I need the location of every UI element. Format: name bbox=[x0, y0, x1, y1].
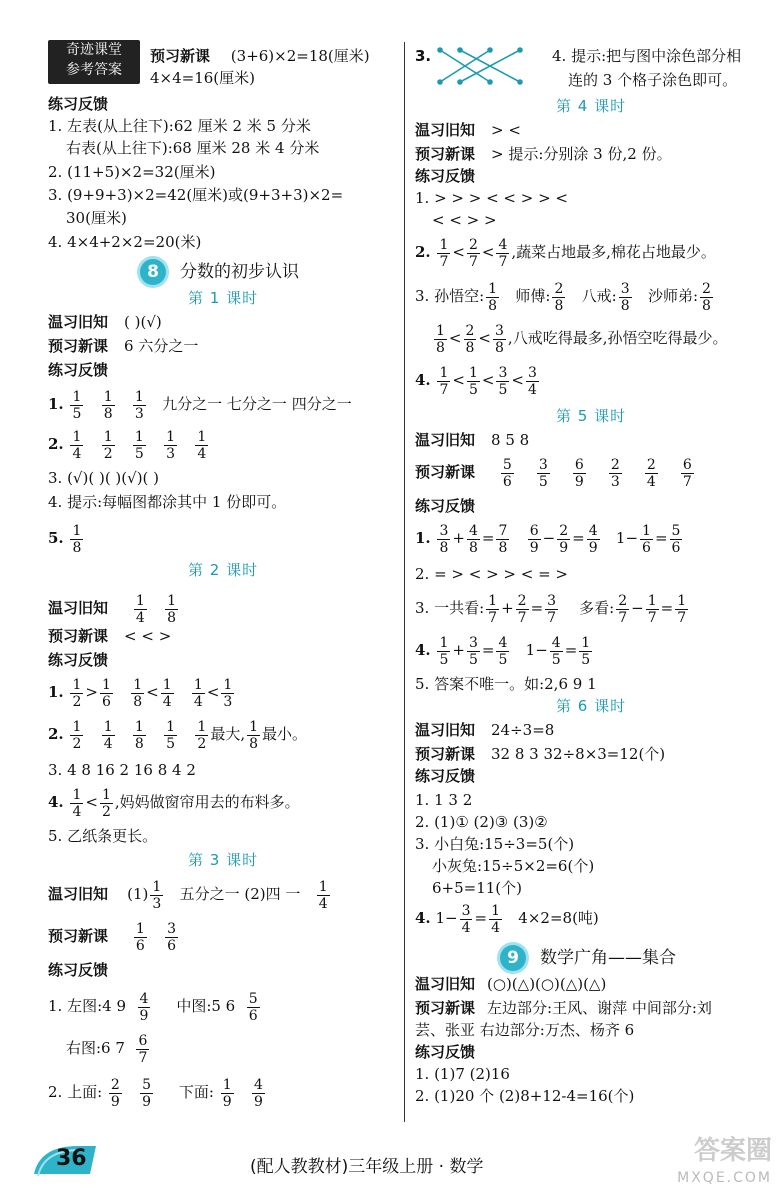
text: 6 六分之一 bbox=[124, 337, 199, 355]
text: 1. 左图:4 9 bbox=[48, 997, 126, 1015]
label-feedback: 练习反馈 bbox=[415, 1043, 476, 1061]
q2-line: 2. $\frac{1}{2}$ $\frac{1}{4}$ $\frac{1}{8}$ $\frac{1}{5}$ $\frac{1}{2}$ 最大, $\frac{1}{8}$ 最小。 bbox=[48, 718, 308, 752]
unit-number-badge: 8 bbox=[140, 259, 166, 285]
text: 32 8 3 32÷8×3=12(个) bbox=[491, 745, 666, 763]
q5-line: 5. $\frac{1}{8}$ bbox=[48, 522, 82, 556]
text: > < bbox=[491, 121, 521, 139]
q3b-line: $\frac{1}{8}$ < $\frac{2}{8}$ < $\frac{3}{8}$ ,八戒吃得最多,孙悟空吃得最少。 bbox=[436, 322, 728, 356]
label-feedback: 练习反馈 bbox=[415, 167, 476, 185]
text: ,妈妈做窗帘用去的布料多。 bbox=[114, 793, 300, 811]
answer-line: 4. 提示:把与图中涂色部分相 bbox=[552, 47, 742, 65]
column-divider bbox=[404, 42, 405, 1122]
text: 2. 上面: bbox=[48, 1083, 103, 1101]
label-review: 温习旧知 bbox=[48, 885, 109, 903]
answer-line: 3. (9+9+3)×2=42(厘米)或(9+3+3)×2= bbox=[48, 186, 344, 204]
label-preview: 预习新课 bbox=[48, 337, 109, 355]
label-feedback: 练习反馈 bbox=[415, 767, 476, 785]
text: 最大, bbox=[210, 725, 246, 743]
page-number: 36 bbox=[56, 1146, 87, 1171]
answer-line: 小灰兔:15÷5×2=6(个) bbox=[432, 857, 595, 875]
text: 八戒: bbox=[581, 287, 617, 305]
unit-8-heading bbox=[140, 258, 299, 286]
q1-line: 1. $\frac{1}{2}$ > $\frac{1}{6}$ $\frac{1}{8}$ < $\frac{1}{4}$ $\frac{1}{4}$ < $\frac{1}{3}$ bbox=[48, 676, 233, 710]
label-feedback: 练习反馈 bbox=[48, 361, 109, 379]
answer-line: 芸、张亚 右边部分:万杰、杨齐 6 bbox=[415, 1021, 635, 1039]
answer-line: 1. (1)7 (2)16 bbox=[415, 1065, 510, 1083]
answer-line: 连的 3 个格子涂色即可。 bbox=[568, 71, 738, 89]
text: 3. 一共看: bbox=[415, 599, 485, 617]
review-line: 温习旧知 (1) $\frac{1}{3}$ 五分之一 (2)四 一 $\frac{1}{4}$ bbox=[48, 878, 328, 912]
answer-line: 2. (1)① (2)③ (3)② bbox=[415, 813, 548, 831]
badge-line-1: 奇迹课堂 bbox=[66, 42, 122, 58]
q3-label: 3. bbox=[415, 47, 432, 65]
answer-line: 4. 提示:每幅图都涂其中 1 份即可。 bbox=[48, 493, 287, 511]
q3-line: 3. 孙悟空: $\frac{1}{8}$ 师傅: $\frac{2}{8}$ 八戒: $\frac{3}{8}$ 沙师弟: $\frac{2}{8}$ bbox=[415, 280, 711, 314]
q2-line: 2. 上面: $\frac{2}{9}$ $\frac{5}{9}$ 下面: $\frac{1}{9}$ $\frac{4}{9}$ bbox=[48, 1076, 263, 1110]
review-line: 温习旧知 $\frac{1}{4}$ $\frac{1}{8}$ bbox=[48, 592, 177, 626]
answer-line: 3. 4 8 16 2 16 8 4 2 bbox=[48, 761, 196, 779]
text: < < > bbox=[124, 627, 172, 645]
answer-line: 3. (√)( )( )(√)( ) bbox=[48, 469, 160, 487]
label-preview: 预习新课 bbox=[48, 627, 109, 645]
q4-line: 4. $\frac{1}{4}$ < $\frac{1}{2}$ ,妈妈做窗帘用去的布料多。 bbox=[48, 786, 300, 820]
text: 多看: bbox=[579, 599, 615, 617]
footer-text: (配人教教材)三年级上册 · 数学 bbox=[250, 1157, 484, 1177]
q4-line: 4. 1− $\frac{3}{4}$ = $\frac{1}{4}$ 4×2=8(吨) bbox=[415, 902, 599, 936]
preview-line: 预习新课 $\frac{5}{6}$ $\frac{3}{5}$ $\frac{6}{9}$ $\frac{2}{3}$ $\frac{2}{4}$ $\frac{6}{7}$ bbox=[415, 456, 692, 490]
text: 沙师弟: bbox=[647, 287, 699, 305]
line-matching-diagram bbox=[430, 44, 530, 88]
answer-line: 4. 4×4+2×2=20(米) bbox=[48, 233, 202, 251]
label-feedback: 练习反馈 bbox=[48, 95, 109, 113]
answer-line: 1. > > > < < > > < bbox=[415, 189, 569, 207]
q1c-line: 右图:6 7 $\frac{6}{7}$ bbox=[66, 1032, 148, 1066]
answer-line: 30(厘米) bbox=[66, 209, 127, 227]
unit-9-heading bbox=[500, 944, 676, 972]
answer-line: 5. 乙纸条更长。 bbox=[48, 827, 158, 845]
preview-line: 预习新课 $\frac{1}{6}$ $\frac{3}{6}$ bbox=[48, 920, 177, 954]
label-review: 温习旧知 bbox=[48, 599, 109, 617]
q1-line: 1. $\frac{1}{5}$ $\frac{1}{8}$ $\frac{1}{3}$ 九分之一 七分之一 四分之一 bbox=[48, 388, 352, 422]
text: 师傅: bbox=[515, 287, 551, 305]
text: 4×4=16(厘米) bbox=[150, 69, 256, 87]
text: 中图:5 6 bbox=[176, 997, 236, 1015]
answer-line: 3. 小白兔:15÷3=5(个) bbox=[415, 835, 575, 853]
q4-line: 4. $\frac{1}{7}$ < $\frac{1}{5}$ < $\frac{3}{5}$ < $\frac{3}{4}$ bbox=[415, 364, 537, 398]
text: (○)(△)(○)(△)(△) bbox=[487, 975, 607, 993]
text: 最小。 bbox=[262, 725, 308, 743]
lesson-title: 第 2 课时 bbox=[188, 561, 259, 579]
answer-line: 2. (11+5)×2=32(厘米) bbox=[48, 163, 216, 181]
q3-line: 3. 一共看: $\frac{1}{7}$ + $\frac{2}{7}$ = $\frac{3}{7}$ 多看: $\frac{2}{7}$ − $\frac{1}{7}$ = $\frac{1}{7}$ bbox=[415, 592, 687, 626]
text: (1) bbox=[127, 885, 149, 903]
label-review: 温习旧知 bbox=[415, 975, 476, 993]
answer-line: < < > > bbox=[432, 211, 497, 229]
text: 下面: bbox=[178, 1083, 214, 1101]
q1-line: 1. $\frac{3}{8}$ + $\frac{4}{8}$ = $\frac{7}{8}$ $\frac{6}{9}$ − $\frac{2}{9}$ = $\frac{4}{9}$ 1− $\frac{1}{6}$ = $\frac{5}{6}$ bbox=[415, 522, 681, 556]
text: 五分之一 (2)四 一 bbox=[179, 885, 301, 903]
answer-line: 2. (1)20 个 (2)8+12-4=16(个) bbox=[415, 1087, 635, 1105]
label-preview: 预习新课 bbox=[150, 47, 211, 65]
label-review: 温习旧知 bbox=[48, 313, 109, 331]
text: 九分之一 七分之一 四分之一 bbox=[162, 395, 352, 413]
q2-line: 2. $\frac{1}{4}$ $\frac{1}{2}$ $\frac{1}{5}$ $\frac{1}{3}$ $\frac{1}{4}$ bbox=[48, 428, 207, 462]
q4-line: 4. $\frac{1}{5}$ + $\frac{3}{5}$ = $\frac{4}{5}$ 1− $\frac{4}{5}$ = $\frac{1}{5}$ bbox=[415, 634, 591, 668]
label-preview: 预习新课 bbox=[415, 745, 476, 763]
lesson-title: 第 6 课时 bbox=[556, 697, 627, 715]
lesson-title: 第 4 课时 bbox=[556, 97, 627, 115]
answer-line: 1. 1 3 2 bbox=[415, 791, 473, 809]
answer-line: 5. 答案不唯一。如:2,6 9 1 bbox=[415, 675, 597, 693]
text: 24÷3=8 bbox=[491, 721, 555, 739]
watermark-logo: 答案圈 bbox=[693, 1136, 772, 1166]
label-review: 温习旧知 bbox=[415, 431, 476, 449]
text: 3. 孙悟空: bbox=[415, 287, 485, 305]
q1-line: 1. 左图:4 9 $\frac{4}{9}$ 中图:5 6 $\frac{5}{6}$ bbox=[48, 990, 258, 1024]
text: ,蔬菜占地最多,棉花占地最少。 bbox=[511, 243, 716, 261]
label-preview: 预习新课 bbox=[415, 999, 476, 1017]
text: ( )(√) bbox=[124, 313, 162, 331]
text: 右图:6 7 bbox=[66, 1039, 125, 1057]
lesson-title: 第 1 课时 bbox=[188, 289, 259, 307]
unit-title: 分数的初步认识 bbox=[180, 262, 299, 282]
badge-line-2: 参考答案 bbox=[66, 62, 122, 78]
label-review: 温习旧知 bbox=[415, 721, 476, 739]
text: 8 5 8 bbox=[491, 431, 530, 449]
lesson-title: 第 3 课时 bbox=[188, 851, 259, 869]
answer-line: 6+5=11(个) bbox=[432, 879, 523, 897]
label-feedback: 练习反馈 bbox=[415, 497, 476, 515]
label-review: 温习旧知 bbox=[415, 121, 476, 139]
text: > 提示:分别涂 3 份,2 份。 bbox=[491, 145, 672, 163]
label-feedback: 练习反馈 bbox=[48, 961, 109, 979]
watermark-url: MXQE.COM bbox=[677, 1170, 772, 1186]
label-feedback: 练习反馈 bbox=[48, 651, 109, 669]
answer-line: 2. = > < > > < = > bbox=[415, 565, 569, 583]
label-preview: 预习新课 bbox=[48, 927, 109, 945]
text: ,八戒吃得最多,孙悟空吃得最少。 bbox=[507, 329, 728, 347]
label-preview: 预习新课 bbox=[415, 463, 476, 481]
unit-title: 数学广角——集合 bbox=[540, 948, 676, 968]
answer-line: 右表(从上往下):68 厘米 28 米 4 分米 bbox=[66, 139, 320, 157]
header-badge bbox=[48, 40, 140, 84]
answer-line: 1. 左表(从上往下):62 厘米 2 米 5 分米 bbox=[48, 117, 311, 135]
lesson-title: 第 5 课时 bbox=[556, 407, 627, 425]
text: (3+6)×2=18(厘米) bbox=[230, 47, 370, 65]
q2-line: 2. $\frac{1}{7}$ < $\frac{2}{7}$ < $\frac{4}{7}$ ,蔬菜占地最多,棉花占地最少。 bbox=[415, 236, 716, 270]
unit-number-badge: 9 bbox=[500, 945, 526, 971]
text: 4×2=8(吨) bbox=[518, 909, 599, 927]
label-preview: 预习新课 bbox=[415, 145, 476, 163]
text: 左边部分:王风、谢萍 中间部分:刘 bbox=[487, 999, 712, 1017]
